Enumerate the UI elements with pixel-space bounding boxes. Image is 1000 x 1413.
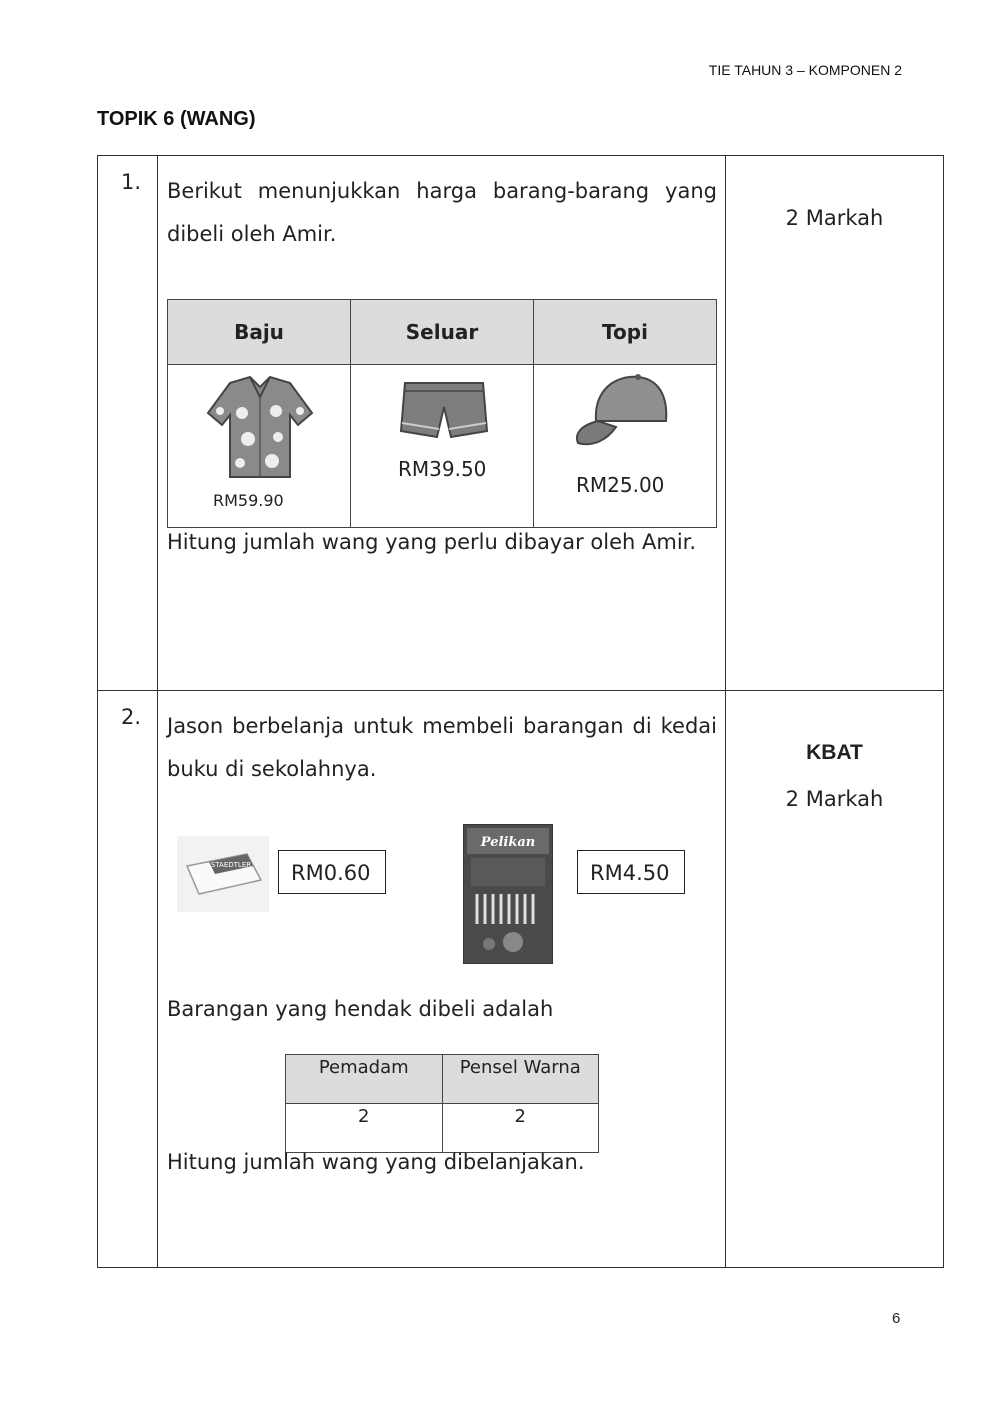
price-topi: RM25.00 [576,473,665,497]
question-number-text: 2. [120,705,141,729]
marks-text: 2 Markah [785,206,884,230]
shorts-icon [399,379,489,441]
item-cell-seluar [351,365,534,528]
topic-title: TOPIK 6 (WANG) [97,108,256,130]
column-header-baju: Baju [168,300,351,365]
price-seluar: RM39.50 [398,457,487,481]
item-cell-topi [534,365,717,528]
pencil-brand: Pelikan [480,835,536,850]
color-pencils-icon [463,824,553,964]
purchase-table [285,1054,599,1153]
column-header-seluar: Seluar [351,300,534,365]
question-table [97,155,944,1268]
purchase-qty-pemadam: 2 [286,1104,443,1153]
question-intro: Berikut menunjukkan harga barang-barang yang dibeli oleh Amir. [167,179,717,246]
item-cell-baju [168,365,351,528]
pencil-price: RM4.50 [577,850,685,894]
column-header-topi: Topi [534,300,717,365]
question-number [98,156,158,691]
header-text: TIE TAHUN 3 – KOMPONEN 2 [708,62,902,78]
purchase-header-pensel-warna: Pensel Warna [442,1055,599,1104]
cap-icon [572,371,672,453]
question-row-2 [98,691,944,1268]
purchase-header-pemadam: Pemadam [286,1055,443,1104]
purchase-qty-pensel-warna: 2 [442,1104,599,1153]
marks-cell [726,691,944,1268]
eraser-icon [177,836,269,912]
question-prompt: Hitung jumlah wang yang dibelanjakan. [167,1150,585,1174]
bought-label: Barangan yang hendak dibeli adalah [167,997,554,1021]
question-number-text: 1. [120,170,141,194]
price-baju: RM59.90 [213,491,284,510]
question-row-1 [98,156,944,691]
marks-text: 2 Markah [785,787,884,811]
marks-cell [726,156,944,691]
question-content [158,156,726,691]
eraser-brand: STAEDTLER [210,861,252,869]
question-content [158,691,726,1268]
kbat-label: KBAT [806,741,863,764]
shirt-icon [200,373,320,483]
items-table [167,299,717,528]
page-number: 6 [892,1310,901,1327]
question-intro: Jason berbelanja untuk membeli barangan di kedai buku di sekolahnya. [167,714,717,781]
question-number [98,691,158,1268]
question-prompt: Hitung jumlah wang yang perlu dibayar oleh Amir. [167,530,697,554]
eraser-price: RM0.60 [278,850,386,894]
